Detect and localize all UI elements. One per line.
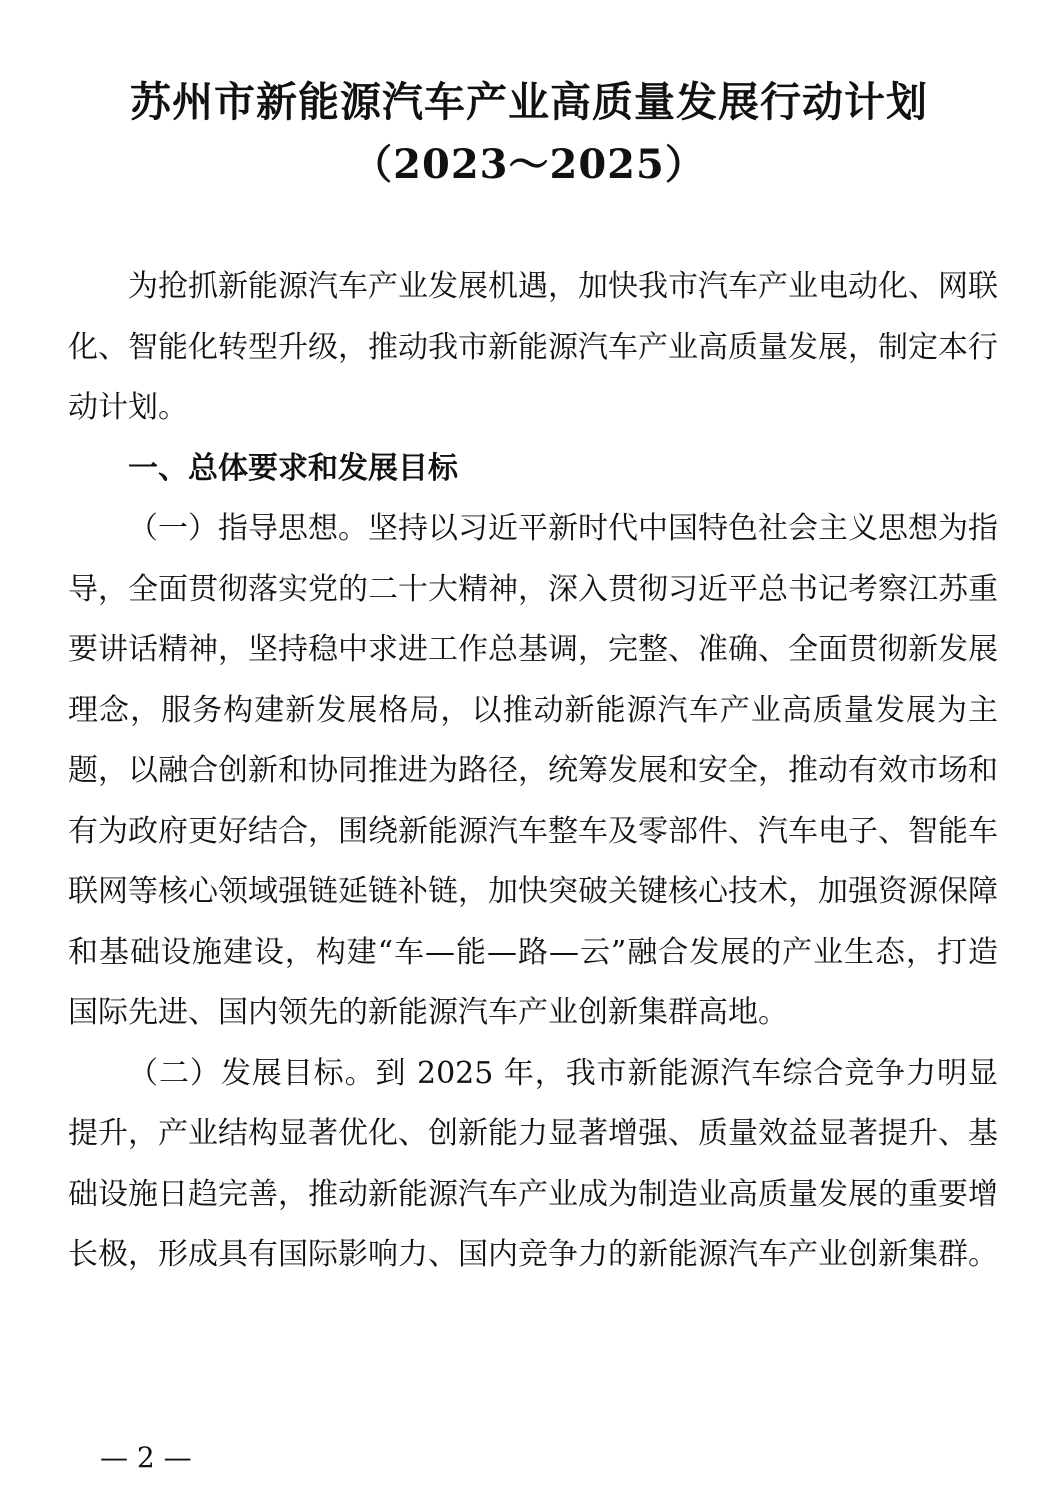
guiding-ideology-paragraph: （一）指导思想。坚持以习近平新时代中国特色社会主义思想为指导，全面贯彻落实党的二十大精神，深入贯彻习近平总书记考察江苏重要讲话精神，坚持稳中求进工作总基调，完整、准确、全面贯彻新发展理念，服务构建新发展格局，以推动新能源汽车产业高质量发展为主题，以融合创新和协同推进为路径，统筹发展和安全，推动有效市场和有为政府更好结合，围绕新能源汽车整车及零部件、汽车电子、智能车联网等核心领域强链延链补链，加快突破关键核心技术，加强资源保障和基础设施建设，构建“车—能—路—云”融合发展的产业生态，打造国际先进、国内领先的新能源汽车产业创新集群高地。: [68, 511, 998, 1030]
development-goals-paragraph: （二）发展目标。到 2025 年，我市新能源汽车综合竞争力明显提升，产业结构显著优化、创新能力显著增强、质量效益显著提升、基础设施日趋完善，推动新能源汽车产业成为制造业高质量发展的重要增长极，形成具有国际影响力、国内竞争力的新能源汽车产业创新集群。: [68, 1055, 998, 1272]
document-body: [68, 257, 998, 1286]
document-title: 苏州市新能源汽车产业高质量发展行动计划: [130, 78, 928, 126]
page-number: — 2 —: [100, 1441, 192, 1474]
document-title-block: [0, 70, 1058, 196]
document-subtitle: （2023～2025）: [352, 141, 706, 188]
intro-paragraph: 为抢抓新能源汽车产业发展机遇，加快我市汽车产业电动化、网联化、智能化转型升级，推动我市新能源汽车产业高质量发展，制定本行动计划。: [68, 269, 998, 425]
section-heading: 一、总体要求和发展目标: [128, 450, 458, 486]
